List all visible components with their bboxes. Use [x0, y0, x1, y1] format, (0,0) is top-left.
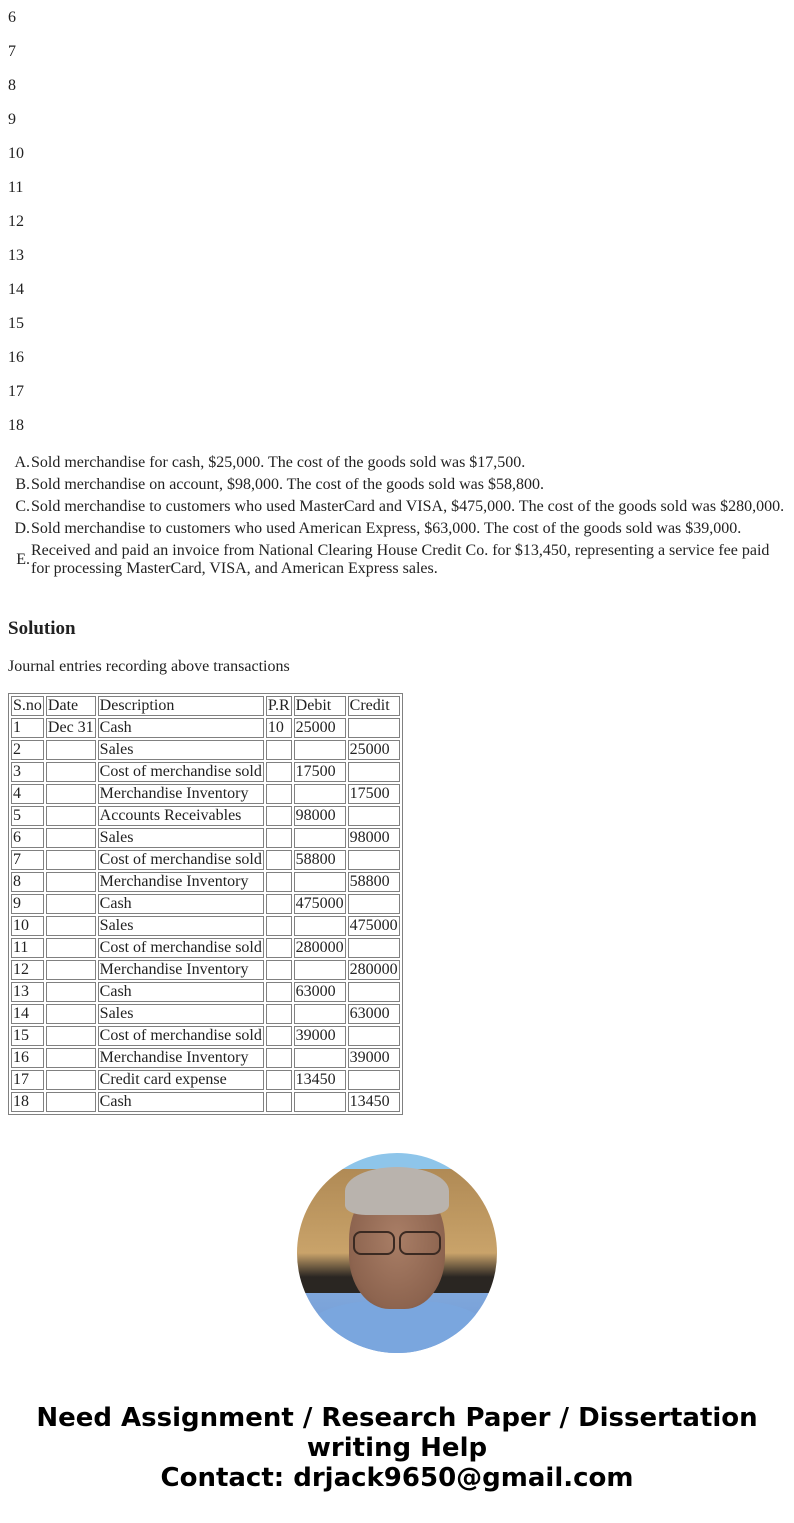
cell-credit — [348, 718, 400, 738]
promo-contact: Contact: drjack9650@gmail.com — [160, 1463, 634, 1493]
transaction-item — [8, 498, 786, 516]
cell-sno: 11 — [11, 938, 44, 958]
cell-debit: 98000 — [294, 806, 346, 826]
table-row — [11, 938, 400, 958]
cell-pr — [266, 1070, 292, 1090]
cell-pr — [266, 894, 292, 914]
cell-credit — [348, 850, 400, 870]
cell-date — [46, 960, 96, 980]
cell-debit — [294, 916, 346, 936]
header-pr: P.R — [267, 697, 290, 714]
cell-sno: 10 — [11, 916, 44, 936]
cell-description: Sales — [98, 740, 264, 760]
cell-description: Merchandise Inventory — [98, 1048, 264, 1068]
row-number: 12 — [8, 213, 24, 230]
header-debit: Debit — [294, 696, 346, 716]
cell-description: Cash — [98, 894, 264, 914]
cell-pr — [266, 1092, 292, 1112]
cell-debit: 13450 — [294, 1070, 346, 1090]
row-number: 10 — [8, 145, 24, 162]
cell-credit — [348, 938, 400, 958]
cell-debit: 17500 — [294, 762, 346, 782]
header-date: Date — [46, 696, 96, 716]
table-row — [11, 1026, 400, 1046]
cell-date — [46, 1048, 96, 1068]
row-number: 9 — [8, 111, 16, 128]
cell-credit — [348, 982, 400, 1002]
table-row — [11, 784, 400, 804]
transaction-text: Sold merchandise for cash, $25,000. The cost of the goods sold was $17,500. — [31, 454, 526, 471]
table-row — [11, 718, 400, 738]
cell-date — [46, 806, 96, 826]
cell-pr — [266, 806, 292, 826]
cell-debit — [294, 1092, 346, 1112]
cell-debit — [294, 828, 346, 848]
cell-date — [46, 894, 96, 914]
cell-pr — [266, 960, 292, 980]
table-row — [11, 806, 400, 826]
cell-credit: 63000 — [348, 1004, 400, 1024]
cell-sno: 17 — [11, 1070, 44, 1090]
cell-credit: 475000 — [349, 917, 398, 934]
cell-debit: 39000 — [294, 1026, 346, 1046]
table-row — [11, 960, 400, 980]
cell-pr: 10 — [266, 718, 292, 738]
transaction-text: Sold merchandise on account, $98,000. The cost of the goods sold was $58,800. — [31, 476, 544, 493]
table-row — [11, 982, 400, 1002]
cell-sno: 18 — [11, 1092, 44, 1112]
cell-date — [46, 1026, 96, 1046]
cell-debit: 25000 — [294, 718, 346, 738]
table-row — [11, 762, 400, 782]
transaction-item — [8, 454, 786, 472]
table-row — [11, 1004, 400, 1024]
row-number: 6 — [8, 9, 16, 26]
cell-debit — [294, 872, 346, 892]
cell-description: Merchandise Inventory — [98, 784, 264, 804]
row-number: 16 — [8, 349, 24, 366]
cell-pr — [266, 916, 292, 936]
cell-description: Cash — [98, 1092, 264, 1112]
row-number: 11 — [8, 179, 24, 196]
table-row — [11, 1092, 400, 1112]
cell-credit — [348, 894, 400, 914]
cell-sno: 15 — [11, 1026, 44, 1046]
cell-description: Sales — [98, 828, 264, 848]
cell-description: Cost of merchandise sold — [99, 1027, 262, 1044]
avatar-glasses — [353, 1231, 443, 1253]
row-number: 18 — [8, 417, 24, 434]
cell-sno: 1 — [11, 718, 44, 738]
author-avatar — [297, 1153, 497, 1353]
cell-sno: 5 — [11, 806, 44, 826]
row-number: 13 — [8, 247, 24, 264]
table-row — [11, 740, 400, 760]
cell-credit — [348, 1070, 400, 1090]
cell-pr — [266, 828, 292, 848]
cell-sno: 3 — [11, 762, 44, 782]
row-number: 8 — [8, 77, 16, 94]
table-row — [11, 916, 400, 936]
cell-credit: 17500 — [348, 784, 400, 804]
cell-sno: 8 — [11, 872, 44, 892]
table-row — [11, 1070, 400, 1090]
cell-description: Accounts Receivables — [98, 806, 264, 826]
cell-pr — [266, 762, 292, 782]
cell-credit — [348, 806, 400, 826]
header-sno: S.no — [13, 697, 42, 714]
cell-description: Cost of merchandise sold — [99, 851, 262, 868]
cell-date — [46, 916, 96, 936]
cell-credit: 25000 — [348, 740, 400, 760]
cell-credit: 280000 — [349, 961, 398, 978]
transaction-letter: C. — [15, 498, 30, 515]
cell-debit: 63000 — [294, 982, 346, 1002]
cell-sno: 12 — [11, 960, 44, 980]
cell-credit: 13450 — [348, 1092, 400, 1112]
cell-sno: 2 — [11, 740, 44, 760]
row-number: 14 — [8, 281, 24, 298]
cell-date — [46, 784, 96, 804]
transaction-text: Received and paid an invoice from National Clearing House Credit Co. for $13,450, representing a service fee paid for processing MasterCard, VISA, and American Express sales. — [31, 542, 770, 577]
cell-date — [46, 850, 96, 870]
cell-credit — [348, 1026, 400, 1046]
transaction-text: Sold merchandise to customers who used MasterCard and VISA, $475,000. The cost of the goods sold was $280,000. — [31, 498, 785, 515]
cell-pr — [266, 872, 292, 892]
cell-description: Cost of merchandise sold — [99, 763, 262, 780]
cell-pr — [266, 740, 292, 760]
cell-description: Sales — [98, 1004, 264, 1024]
cell-credit: 98000 — [348, 828, 400, 848]
table-row — [11, 894, 400, 914]
cell-description: Cash — [98, 718, 264, 738]
transaction-letter: E. — [16, 551, 30, 568]
cell-sno: 6 — [11, 828, 44, 848]
cell-description: Cash — [98, 982, 264, 1002]
cell-debit — [294, 1048, 346, 1068]
cell-date — [46, 1004, 96, 1024]
cell-date — [46, 740, 96, 760]
table-row — [11, 850, 400, 870]
cell-date — [46, 938, 96, 958]
row-number: 15 — [8, 315, 24, 332]
cell-date — [46, 828, 96, 848]
cell-debit: 280000 — [295, 939, 344, 956]
cell-description: Cost of merchandise sold — [99, 939, 262, 956]
transaction-letter: D. — [14, 520, 30, 537]
cell-debit — [294, 960, 346, 980]
promo-line-2: writing Help — [306, 1433, 488, 1463]
cell-sno: 16 — [11, 1048, 44, 1068]
cell-sno: 4 — [11, 784, 44, 804]
transaction-list — [8, 454, 786, 582]
cell-credit: 58800 — [348, 872, 400, 892]
cell-pr — [266, 982, 292, 1002]
solution-subtitle: Journal entries recording above transactions — [8, 658, 290, 675]
cell-date — [46, 872, 96, 892]
cell-debit: 58800 — [294, 850, 346, 870]
row-number: 17 — [8, 383, 24, 400]
cell-pr — [266, 1026, 292, 1046]
header-description: Description — [98, 696, 264, 716]
cell-debit — [294, 784, 346, 804]
cell-sno: 7 — [11, 850, 44, 870]
cell-debit: 475000 — [295, 895, 344, 912]
cell-credit — [348, 762, 400, 782]
row-number: 7 — [8, 43, 16, 60]
cell-sno: 14 — [11, 1004, 44, 1024]
avatar-hair — [345, 1167, 449, 1215]
cell-date — [46, 1070, 96, 1090]
cell-description: Credit card expense — [98, 1070, 264, 1090]
cell-credit: 39000 — [348, 1048, 400, 1068]
cell-description: Merchandise Inventory — [98, 960, 264, 980]
table-row — [11, 1048, 400, 1068]
cell-sno: 13 — [11, 982, 44, 1002]
transaction-item — [8, 520, 786, 538]
transaction-item — [8, 476, 786, 494]
header-credit: Credit — [348, 696, 400, 716]
table-row — [11, 828, 400, 848]
transaction-text: Sold merchandise to customers who used American Express, $63,000. The cost of the goods sold was $39,000. — [31, 520, 742, 537]
cell-pr — [266, 938, 292, 958]
cell-date: Dec 31 — [47, 719, 94, 736]
table-row — [11, 872, 400, 892]
cell-pr — [266, 1004, 292, 1024]
cell-sno: 9 — [11, 894, 44, 914]
transaction-letter: A. — [14, 454, 30, 471]
cell-debit — [294, 740, 346, 760]
cell-date — [46, 982, 96, 1002]
cell-pr — [266, 1048, 292, 1068]
transaction-letter: B. — [15, 476, 30, 493]
cell-date — [46, 1092, 96, 1112]
table-header-row — [11, 696, 400, 716]
solution-heading: Solution — [8, 618, 76, 639]
journal-entries-table — [8, 693, 403, 1115]
promo-line-1: Need Assignment / Research Paper / Dissertation — [36, 1403, 758, 1433]
cell-description: Sales — [98, 916, 264, 936]
cell-pr — [266, 784, 292, 804]
row-number-list — [8, 8, 24, 450]
cell-description: Merchandise Inventory — [98, 872, 264, 892]
cell-date — [46, 762, 96, 782]
promo-banner — [0, 1403, 794, 1493]
cell-pr — [266, 850, 292, 870]
transaction-item — [8, 542, 786, 578]
cell-debit — [294, 1004, 346, 1024]
